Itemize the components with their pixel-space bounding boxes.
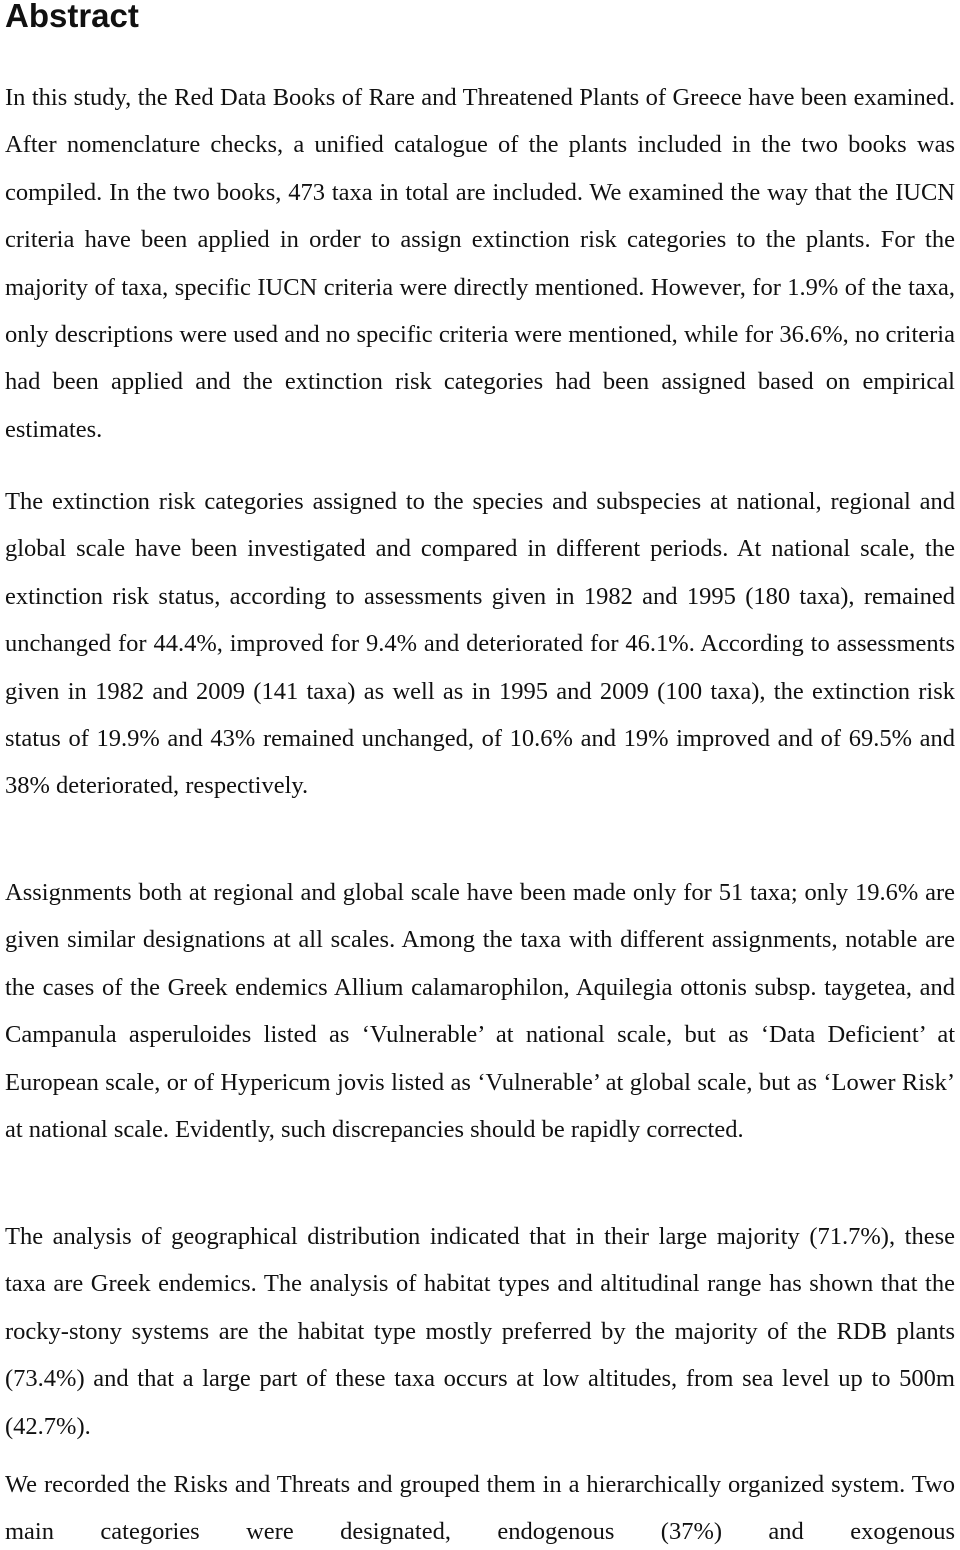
abstract-paragraph-extinction-risk-comparison: The extinction risk categories assigned to the species and subspecies at national, regional and global scale have been investigated and compared in different periods. At national scale, the extinction risk status, according to assessments given in 1982 and 1995 (180 taxa), remained unchanged for 44.4%, improved for 9.4% and deteriorated for 46.1%. According to assessments given in 1982 and 2009 (141 taxa) as well as in 1995 and 2009 (100 taxa), the extinction risk status of 19.9% and 43% remained unchanged, of 10.6% and 19% improved and of 69.5% and 38% deteriorated, respectively. xyxy=(5,488,955,800)
abstract-paragraph-risks-threats: We recorded the Risks and Threats and grouped them in a hierarchically organized system. Two main categories were designated, endogenous (37%) and exogenous xyxy=(5,1471,955,1546)
abstract-paragraph-regional-global-assignments: Assignments both at regional and global scale have been made only for 51 taxa; only 19.6% are given similar designations at all scales. Among the taxa with different assignments, notable are the cases of the Greek endemics Allium calamarophilon, Aquilegia ottonis subsp. taygetea, and Campanula asperuloides listed as ‘Vulnerable’ at national scale, but as ‘Data Deficient’ at European scale, or of Hypericum jovis listed as ‘Vulnerable’ at global scale, but as ‘Lower Risk’ at national scale. Evidently, such discrepancies should be rapidly corrected. xyxy=(5,879,955,1144)
abstract-heading: Abstract xyxy=(5,0,139,34)
abstract-paragraph-geographical-distribution: The analysis of geographical distribution indicated that in their large majority (71.7%), these taxa are Greek endemics. The analysis of habitat types and altitudinal range has shown that the rocky-stony systems are the habitat type mostly preferred by the majority of the RDB plants (73.4%) and that a large part of these taxa occurs at low altitudes, from sea level up to 500m (42.7%). xyxy=(5,1223,955,1440)
abstract-paragraph-iucn-criteria: In this study, the Red Data Books of Rare and Threatened Plants of Greece have been examined. After nomenclature checks, a unified catalogue of the plants included in the two books was compiled. In the two books, 473 taxa in total are included. We examined the way that the IUCN criteria have been applied in order to assign extinction risk categories to the plants. For the majority of taxa, specific IUCN criteria were directly mentioned. However, for 1.9% of the taxa, only descriptions were used and no specific criteria were mentioned, while for 36.6%, no criteria had been applied and the extinction risk categories had been assigned based on empirical estimates. xyxy=(5,84,955,443)
